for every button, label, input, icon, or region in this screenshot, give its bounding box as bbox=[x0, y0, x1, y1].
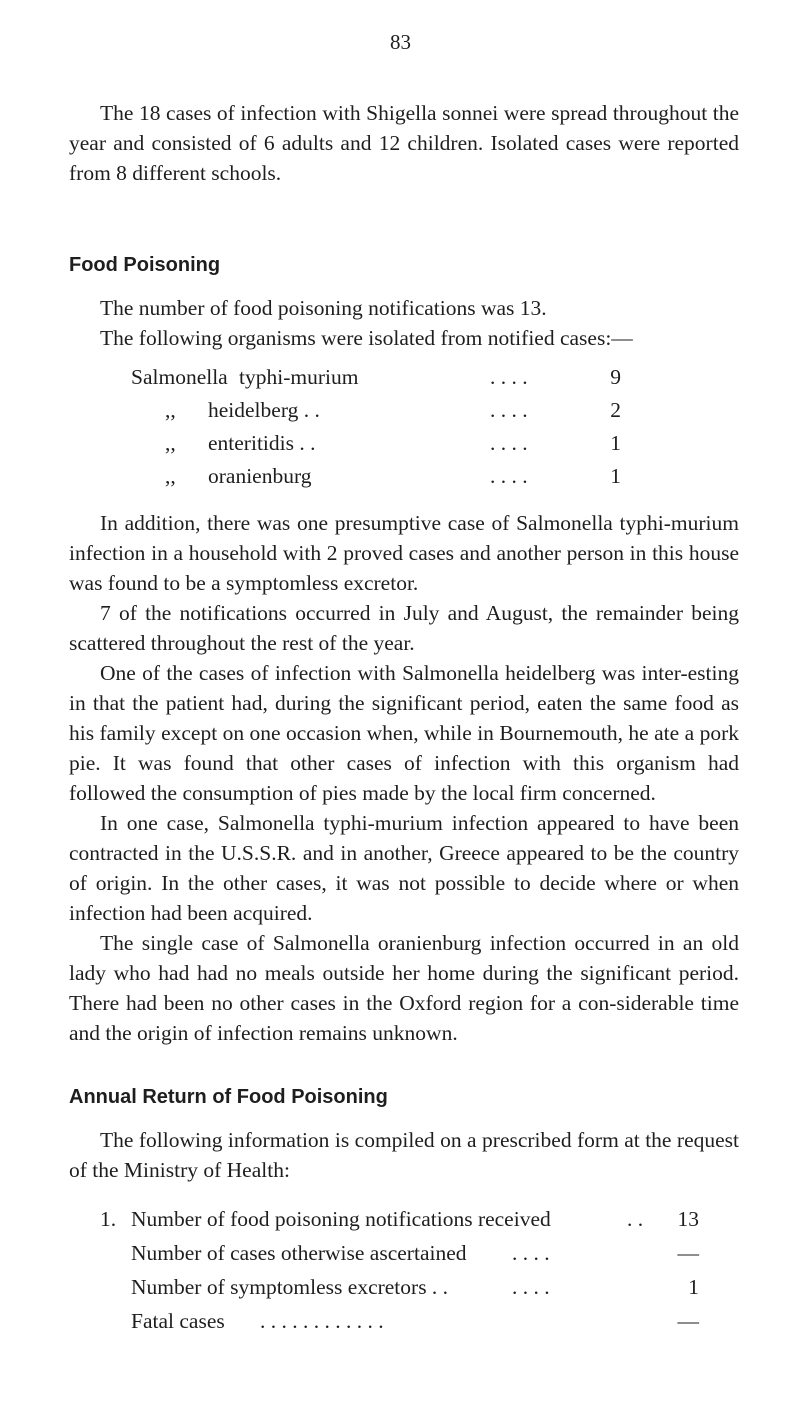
organism-count: 1 bbox=[610, 464, 621, 488]
paragraph-presumptive-case: In addition, there was one presumptive case of Salmonella typhi-murium infection in a household with 2 proved cases and another person in this house was found to be a symptomless excretor. bbox=[69, 511, 739, 595]
section-heading-food-poisoning: Food Poisoning bbox=[69, 254, 221, 276]
paragraph-oranienburg: The single case of Salmonella oranienburg infection occurred in an old lady who had had no meals outside her home during the significant period. There had been no other cases in the Oxford region for a con-siderable time and the origin of infection remains unknown. bbox=[69, 931, 739, 1045]
organism-count: 2 bbox=[610, 398, 621, 422]
ditto-mark: ,, bbox=[165, 464, 176, 488]
organism-count: 1 bbox=[610, 431, 621, 455]
paragraph-july-august: 7 of the notifications occurred in July and August, the remainder being scattered throughout the rest of the year. bbox=[69, 601, 739, 655]
leader-dots: . . . . bbox=[490, 398, 528, 422]
leader-dots: . . bbox=[627, 1207, 644, 1231]
item-value: — bbox=[677, 1309, 699, 1333]
organism-name: oranienburg bbox=[208, 464, 312, 488]
item-value: 1 bbox=[688, 1275, 699, 1299]
item-label: Number of symptomless excretors . . bbox=[131, 1275, 449, 1299]
organism-name: typhi-murium bbox=[239, 365, 359, 389]
item-label: Number of food poisoning notifications received bbox=[131, 1207, 551, 1231]
leader-dots: . . . . bbox=[490, 365, 528, 389]
intro-paragraph: The 18 cases of infection with Shigella sonnei were spread throughout the year and consisted of 6 adults and 12 children. Isolated cases were reported from 8 different schools. bbox=[69, 101, 739, 185]
paragraph-ussr-greece: In one case, Salmonella typhi-murium infection appeared to have been contracted in the U.S.S.R. and in another, Greece appeared to be the country of origin. In the other cases, it was not possible to decide where or when infection had been acquired. bbox=[69, 811, 739, 925]
leader-dots: . . . . bbox=[490, 464, 528, 488]
leader-dots: . . . . bbox=[512, 1241, 550, 1265]
ditto-mark: ,, bbox=[165, 398, 176, 422]
section-heading-annual-return: Annual Return of Food Poisoning bbox=[69, 1086, 388, 1108]
leader-dots: . . . . bbox=[512, 1275, 550, 1299]
organisms-intro: The following organisms were isolated from notified cases:— bbox=[100, 326, 633, 350]
organism-count: 9 bbox=[610, 365, 621, 389]
organism-name: heidelberg . . bbox=[208, 398, 320, 422]
item-value: 13 bbox=[677, 1207, 699, 1231]
annual-return-intro: The following information is compiled on a prescribed form at the request of the Ministry of Health: bbox=[69, 1128, 739, 1182]
paragraph-heidelberg: One of the cases of infection with Salmonella heidelberg was inter-esting in that the patient had, during the significant period, eaten the same food as his family except on one occasion when, while in Bournemouth, he ate a pork pie. It was found that other cases of infection with this organism had followed the consumption of pies made by the local firm concerned. bbox=[69, 661, 739, 805]
item-value: — bbox=[677, 1241, 699, 1265]
organism-prefix: Salmonella bbox=[131, 365, 228, 389]
organism-name: enteritidis . . bbox=[208, 431, 316, 455]
leader-dots: . . . . . . . . . . . . bbox=[260, 1309, 384, 1333]
item-label: Fatal cases bbox=[131, 1309, 225, 1333]
item-label: Number of cases otherwise ascertained bbox=[131, 1241, 467, 1265]
item-number: 1. bbox=[100, 1207, 117, 1231]
leader-dots: . . . . bbox=[490, 431, 528, 455]
page-number: 83 bbox=[390, 30, 411, 54]
ditto-mark: ,, bbox=[165, 431, 176, 455]
notifications-line: The number of food poisoning notifications was 13. bbox=[100, 296, 547, 320]
